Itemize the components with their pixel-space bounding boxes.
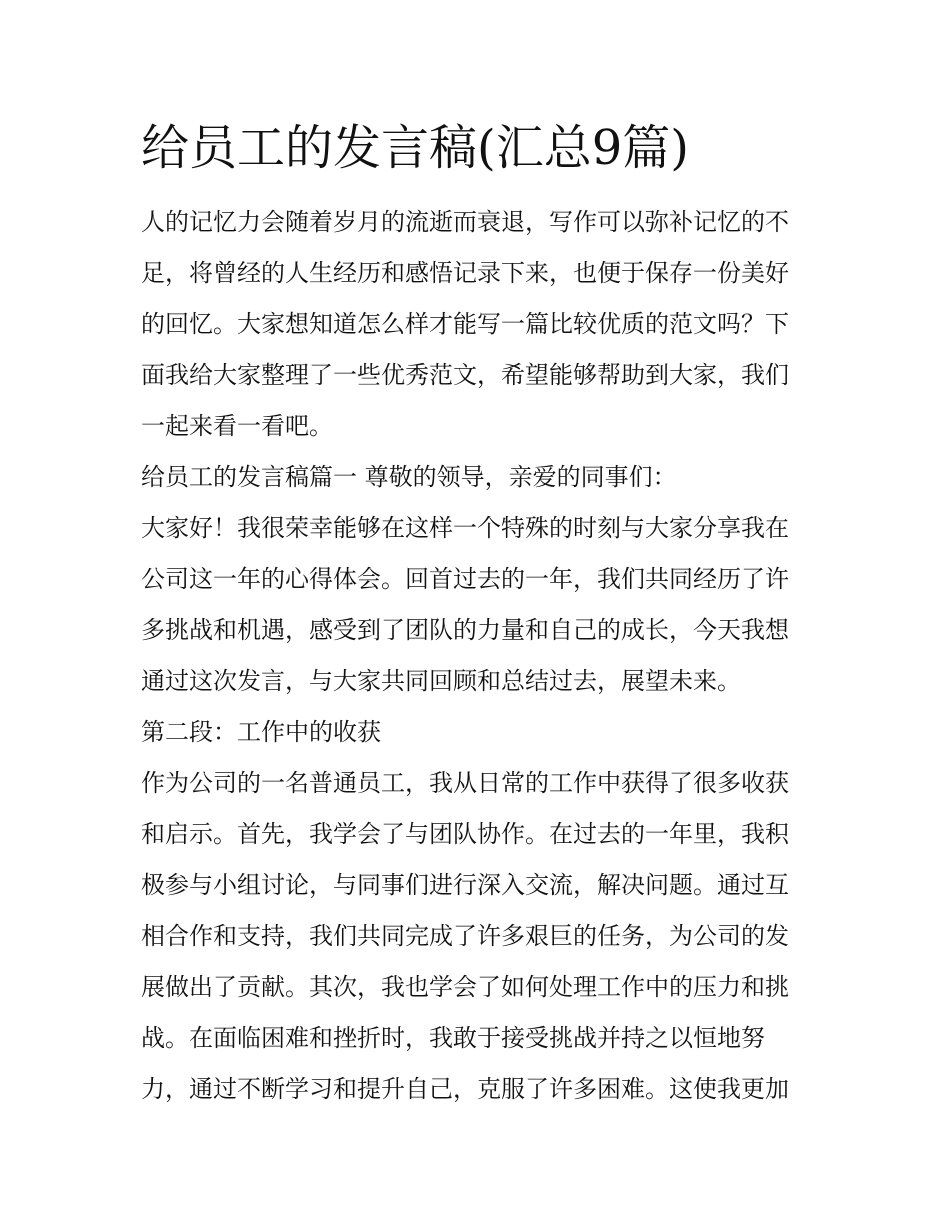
section-heading: 第二段：工作中的收获 bbox=[141, 718, 381, 746]
text-line: 极参与小组讨论，与同事们进行深入交流，解决问题。通过互 bbox=[141, 871, 789, 899]
text-line: 力，通过不断学习和提升自己，克服了许多困难。这使我更加 bbox=[141, 1075, 789, 1103]
text-line: 大家好！我很荣幸能够在这样一个特殊的时刻与大家分享我在 bbox=[141, 514, 789, 542]
text-line: 人的记忆力会随着岁月的流逝而衰退，写作可以弥补记忆的不 bbox=[141, 208, 789, 236]
text-line: 的回忆。大家想知道怎么样才能写一篇比较优质的范文吗？下 bbox=[141, 310, 789, 338]
text-line: 和启示。首先，我学会了与团队协作。在过去的一年里，我积 bbox=[141, 820, 789, 848]
text-line: 足，将曾经的人生经历和感悟记录下来，也便于保存一份美好 bbox=[141, 259, 789, 287]
text-line: 多挑战和机遇，感受到了团队的力量和自己的成长，今天我想 bbox=[141, 616, 789, 644]
text-line: 作为公司的一名普通员工，我从日常的工作中获得了很多收获 bbox=[141, 769, 789, 797]
document-title: 给员工的发言稿(汇总9篇) bbox=[141, 120, 689, 176]
text-line: 一起来看一看吧。 bbox=[141, 412, 333, 440]
text-line: 展做出了贡献。其次，我也学会了如何处理工作中的压力和挑 bbox=[141, 973, 789, 1001]
text-line: 通过这次发言，与大家共同回顾和总结过去，展望未来。 bbox=[141, 667, 741, 695]
document-body bbox=[141, 197, 813, 1115]
text-line: 公司这一年的心得体会。回首过去的一年，我们共同经历了许 bbox=[141, 565, 789, 593]
text-line: 战。在面临困难和挫折时，我敢于接受挑战并持之以恒地努 bbox=[141, 1024, 765, 1052]
section-heading: 给员工的发言稿篇一 尊敬的领导，亲爱的同事们： bbox=[141, 463, 677, 491]
text-line: 面我给大家整理了一些优秀范文，希望能够帮助到大家，我们 bbox=[141, 361, 789, 389]
text-line: 相合作和支持，我们共同完成了许多艰巨的任务，为公司的发 bbox=[141, 922, 789, 950]
